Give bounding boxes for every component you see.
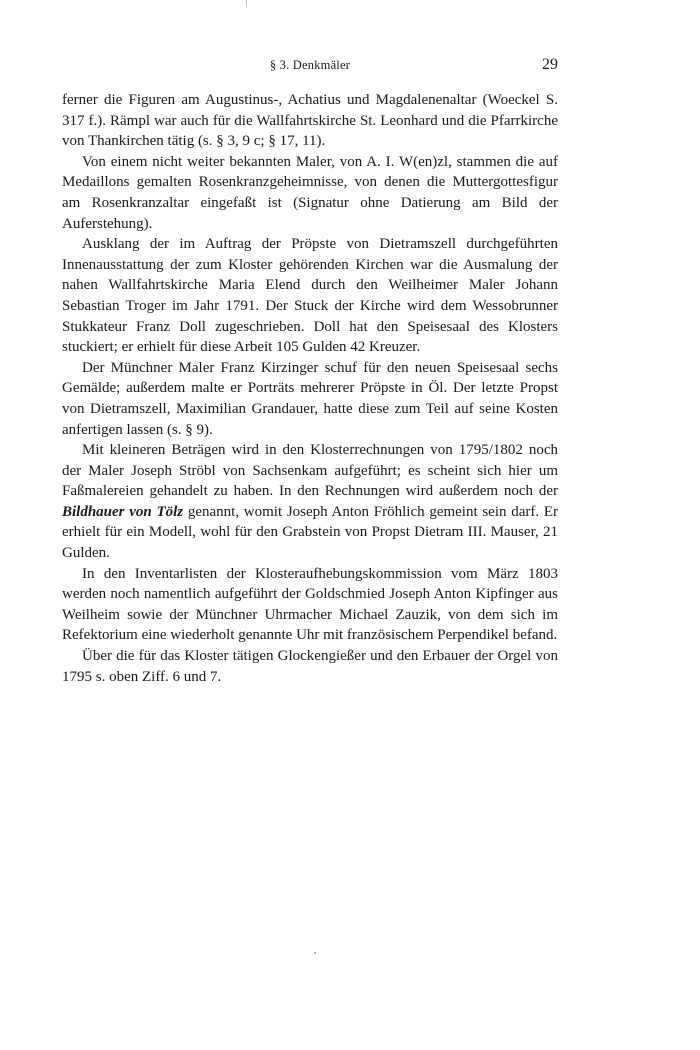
paragraph-4: Der Münchner Maler Franz Kirzinger schuf für den neuen Speisesaal sechs Gemälde; außerdem malte er Porträts mehrerer Pröpste in Öl. Der letzte Propst von Dietramszell, Maximilian Grandauer, hatte diese zum Teil auf seine Kosten anfertigen lassen (s. § 9). bbox=[62, 359, 558, 438]
emphasis-bildhauer-von-toelz: Bildhauer von Tölz bbox=[62, 503, 184, 520]
scan-mark bbox=[246, 0, 247, 6]
paragraph-5-text-after: genannt, womit Joseph Anton Fröhlich gemeint sein darf. Er erhielt für ein Modell, wohl für den Grabstein von Propst Dietram III. Mauser, 21 Gulden. bbox=[62, 503, 558, 562]
running-head bbox=[62, 56, 558, 76]
page-number: 29 bbox=[542, 56, 558, 73]
paragraph-3: Ausklang der im Auftrag der Pröpste von Dietramszell durchgeführten Innenausstattung der zum Kloster gehörenden Kirchen war die Ausmalung der nahen Wallfahrtskirche Maria Elend durch den Weilheimer Maler Johann Sebastian Troger im Jahr 1791. Der Stuck der Kirche wird dem Wessobrunner Stukkateur Franz Doll zugeschrieben. Doll hat den Speisesaal des Klosters stuckiert; er erhielt für diese Arbeit 105 Gulden 42 Kreuzer. bbox=[62, 236, 558, 356]
scan-dot bbox=[314, 952, 316, 954]
paragraph-5 bbox=[62, 440, 558, 564]
paragraph-7: Über die für das Kloster tätigen Glockengießer und den Erbauer der Orgel von 1795 s. oben Ziff. 6 und 7. bbox=[62, 648, 558, 685]
body-text bbox=[62, 90, 558, 687]
paragraph-1: ferner die Figuren am Augustinus-, Achatius und Magdalenenaltar (Woeckel S. 317 f.). Rämpl war auch für die Wallfahrtskirche St. Leonhard und die Pfarrkirche von Thankirchen tätig (s. § 3, 9 c; § 17, 11). bbox=[62, 92, 558, 150]
paragraph-5-text-before: Mit kleineren Beträgen wird in den Klosterrechnungen von 1795/1802 noch der Maler Joseph Ströbl von Sachsenkam aufgeführt; es scheint sich hier um Faßmalereien gehandelt zu haben. In den Rechnungen wird außerdem noch der bbox=[62, 442, 558, 500]
paragraph-6: In den Inventarlisten der Klosteraufhebungskommission vom März 1803 werden noch namentlich aufgeführt der Goldschmied Joseph Anton Kipfinger aus Weilheim sowie der Münchner Uhrmacher Michael Zauzik, von dem sich im Refektorium eine wiederholt genannte Uhr mit französischem Perpendikel befand. bbox=[62, 565, 558, 644]
paragraph-2: Von einem nicht weiter bekannten Maler, von A. I. W(en)zl, stammen die auf Medaillons gemalten Rosenkranzgeheimnisse, von denen die Muttergottesfigur am Rosenkranzaltar eingefaßt ist (Signatur ohne Datierung am Bild der Auferstehung). bbox=[62, 153, 558, 232]
running-title: § 3. Denkmäler bbox=[269, 58, 351, 72]
